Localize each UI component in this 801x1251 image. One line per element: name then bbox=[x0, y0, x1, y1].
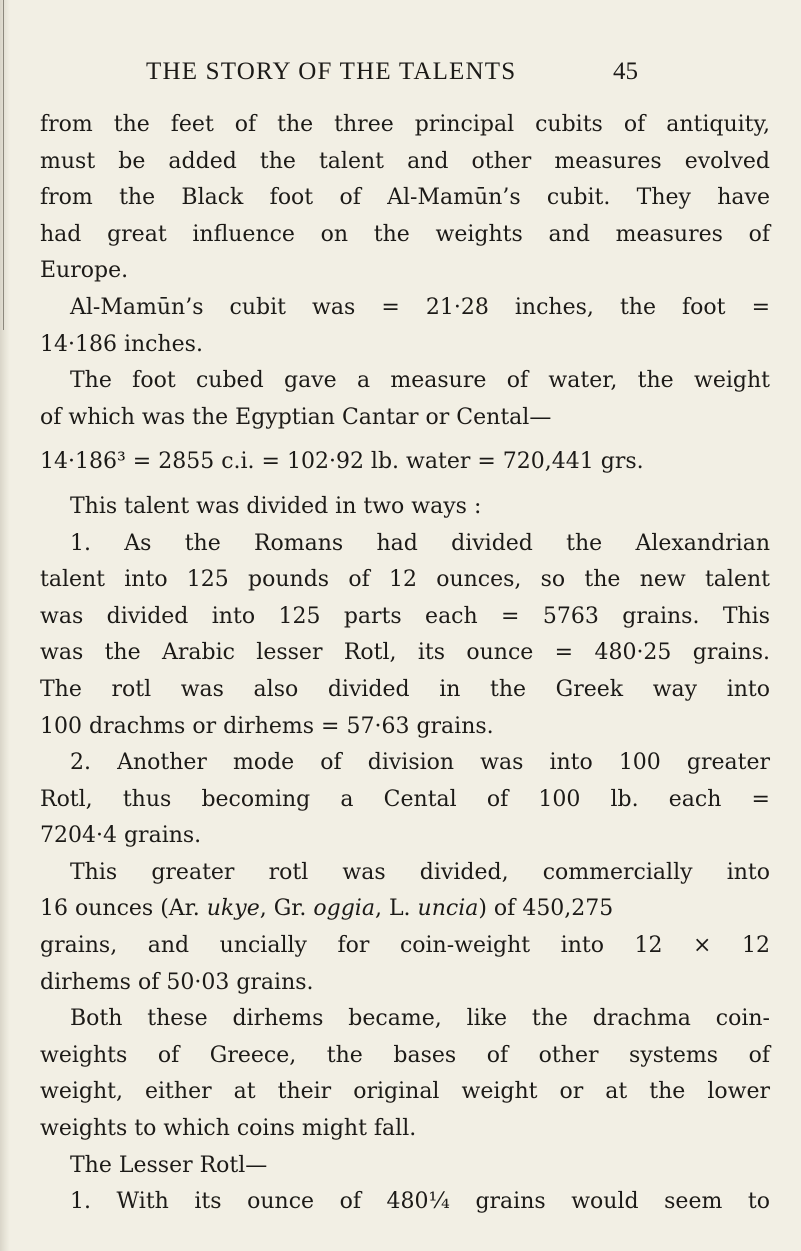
page-binding-edge bbox=[0, 0, 10, 1251]
text-line: of which was the Egyptian Cantar or Cental— bbox=[40, 404, 552, 430]
text-line: from the Black foot of Al-Mamūn’s cubit. They have bbox=[40, 185, 770, 211]
text-line: 2. Another mode of division was into 100 greater bbox=[70, 750, 770, 776]
italic-term: oggia bbox=[313, 896, 375, 922]
text-line: weights of Greece, the bases of other systems of bbox=[40, 1042, 770, 1068]
text-line bbox=[40, 891, 770, 928]
text-line: This greater rotl was divided, commercially into bbox=[70, 859, 770, 885]
text-line: talent into 125 pounds of 12 ounces, so the new talent bbox=[40, 567, 770, 593]
text-line: had great influence on the weights and measures of bbox=[40, 221, 770, 247]
text-line: The foot cubed gave a measure of water, the weight bbox=[70, 368, 770, 394]
body-text bbox=[40, 107, 770, 1221]
text-line: 100 drachms or dirhems = 57·63 grains. bbox=[40, 713, 494, 739]
text-segment: , L. bbox=[374, 896, 418, 922]
text-line: The rotl was also divided in the Greek way into bbox=[40, 676, 770, 702]
text-line: Both these dirhems became, like the drachma coin- bbox=[70, 1006, 770, 1032]
text-line: 1. As the Romans had divided the Alexandrian bbox=[70, 530, 770, 556]
text-line: from the feet of the three principal cubits of antiquity, bbox=[40, 112, 770, 137]
text-segment: 16 ounces (Ar. bbox=[40, 896, 207, 922]
formula-line: 14·186³ = 2855 c.i. = 102·92 lb. water = 720,441 grs. bbox=[40, 449, 644, 475]
text-line: must be added the talent and other measures evolved bbox=[40, 148, 770, 174]
italic-term: ukye bbox=[206, 896, 260, 922]
text-line: grains, and uncially for coin-weight into 12 × 12 bbox=[40, 933, 770, 959]
text-line: Al-Mamūn’s cubit was = 21·28 inches, the foot = bbox=[70, 294, 770, 320]
text-line: The Lesser Rotl— bbox=[70, 1152, 268, 1178]
text-line: dirhems of 50·03 grains. bbox=[40, 969, 314, 995]
text-line: was divided into 125 parts each = 5763 grains. This bbox=[40, 603, 770, 629]
text-line: 1. With its ounce of 480¼ grains would seem to bbox=[70, 1189, 770, 1215]
text-line: 14·186 inches. bbox=[40, 331, 203, 357]
italic-term: uncia bbox=[417, 896, 479, 922]
running-head: THE STORY OF THE TALENTS bbox=[146, 58, 517, 85]
text-line: was the Arabic lesser Rotl, its ounce = 480·25 grains. bbox=[40, 640, 770, 666]
text-segment: ) of 450,275 bbox=[478, 896, 614, 922]
text-segment: , Gr. bbox=[259, 896, 314, 922]
page-header bbox=[0, 58, 801, 98]
text-line: Rotl, thus becoming a Cental of 100 lb. each = bbox=[40, 786, 770, 812]
text-line: Europe. bbox=[40, 258, 129, 284]
text-line: This talent was divided in two ways : bbox=[70, 493, 482, 519]
page-binding-line bbox=[3, 0, 4, 330]
text-line: weight, either at their original weight or at the lower bbox=[40, 1079, 770, 1105]
text-line: weights to which coins might fall. bbox=[40, 1116, 417, 1142]
text-line: 7204·4 grains. bbox=[40, 823, 202, 849]
page-number: 45 bbox=[613, 58, 638, 85]
